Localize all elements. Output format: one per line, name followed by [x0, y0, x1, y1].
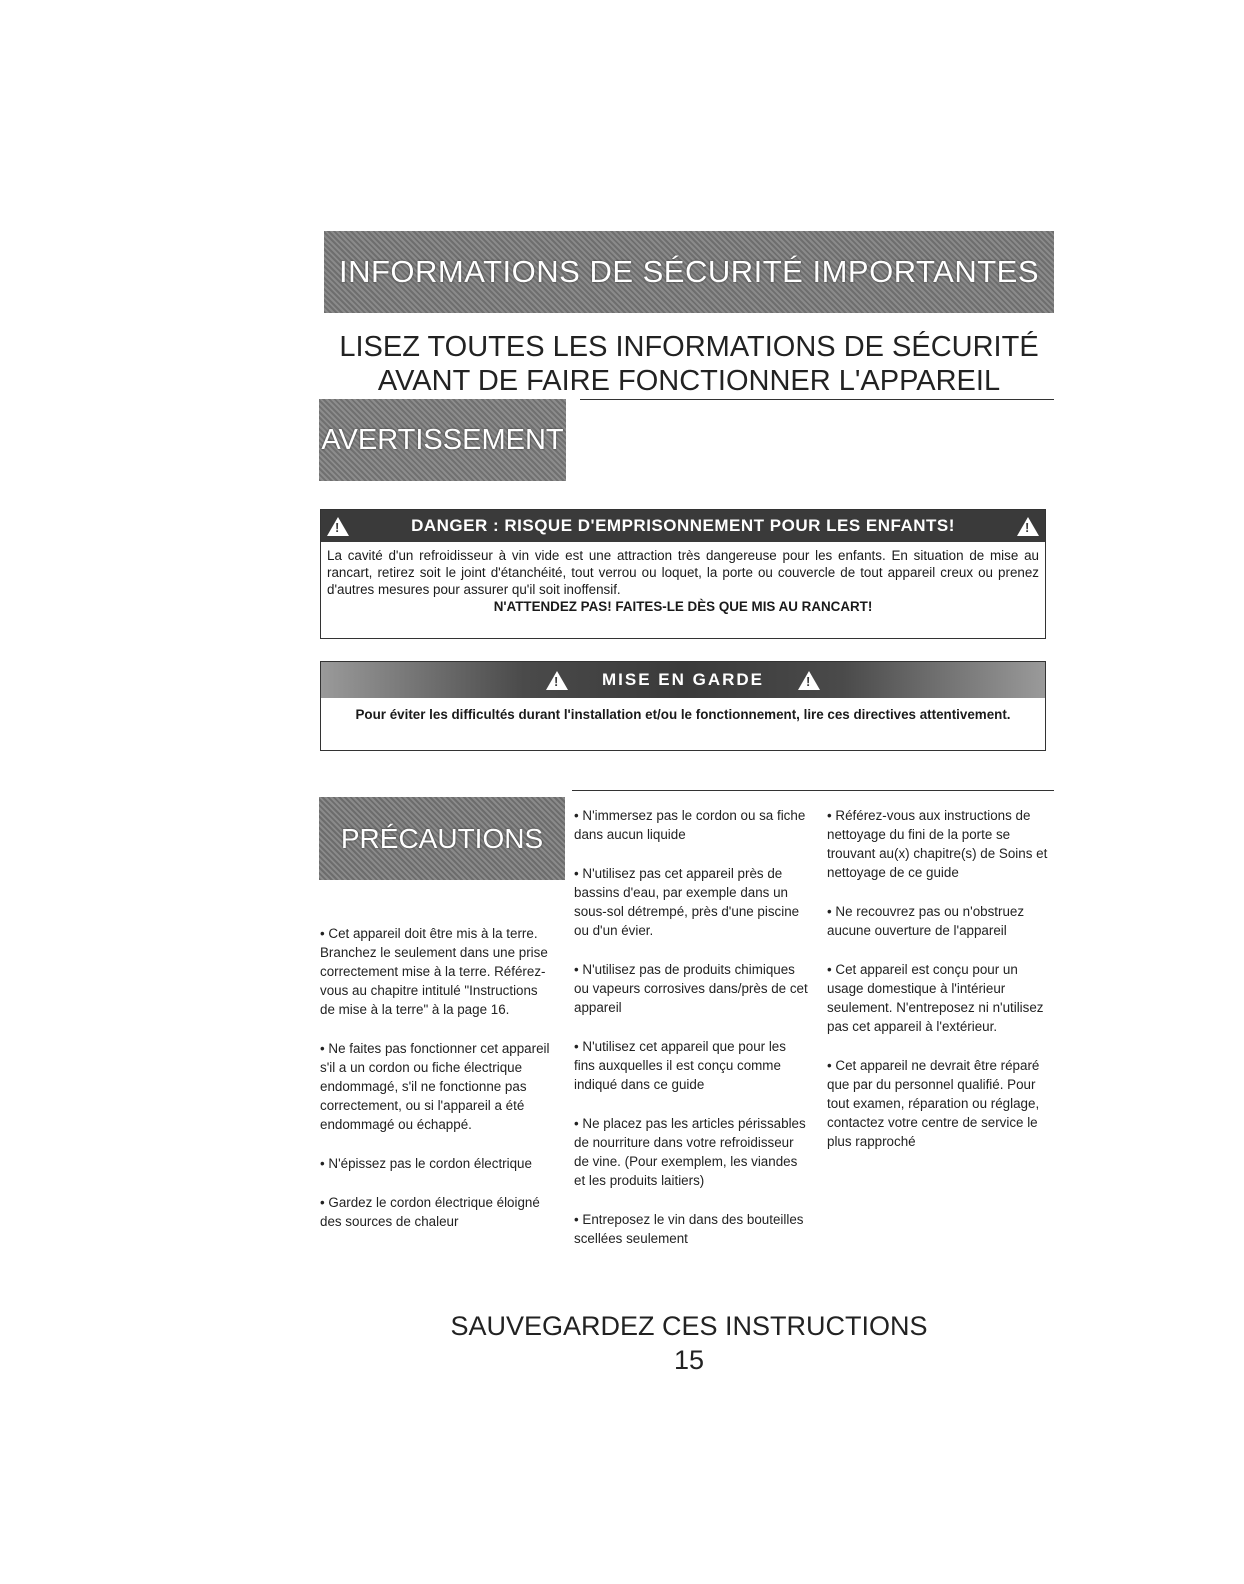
danger-text: La cavité d'un refroidisseur à vin vide est une attraction très dangereuse pour les enfants. En situation de mise au rancart, retirez soit le joint d'étanchéité, tout verrou ou loquet, la porte ou couvercle de tout appareil creux ou prenez d'autres mesures pour assurer qu'il soit inoffensif.: [327, 548, 1039, 597]
list-item: • Ne placez pas les articles périssables de nourriture dans votre refroidisseur de vine. (Pour exemplem, les viandes et les produits laitiers): [574, 1116, 806, 1188]
main-title: INFORMATIONS DE SÉCURITÉ IMPORTANTES: [338, 254, 1040, 289]
precautions-column-1: [320, 924, 556, 1251]
precautions-banner: [319, 797, 565, 880]
list-item: • Cet appareil est conçu pour un usage domestique à l'intérieur seulement. N'entreposez ni n'utilisez pas cet appareil à l'extérieur.: [827, 962, 1044, 1034]
warning-triangle-icon: [546, 671, 568, 690]
list-item: • N'utilisez cet appareil que pour les fins auxquelles il est conçu comme indiqué dans ce guide: [574, 1039, 786, 1092]
list-item: • Gardez le cordon électrique éloigné des sources de chaleur: [320, 1195, 540, 1229]
caution-body: Pour éviter les difficultés durant l'installation et/ou le fonctionnement, lire ces directives attentivement.: [355, 707, 1011, 722]
caution-box: [320, 661, 1046, 751]
list-item: • N'épissez pas le cordon électrique: [320, 1156, 532, 1171]
danger-title: DANGER : RISQUE D'EMPRISONNEMENT POUR LES ENFANTS!: [411, 516, 955, 535]
list-item: • N'immersez pas le cordon ou sa fiche dans aucun liquide: [574, 808, 806, 842]
caution-title: MISE EN GARDE: [601, 670, 765, 689]
precautions-column-2: [574, 806, 810, 1268]
list-item: • Ne recouvrez pas ou n'obstruez aucune ouverture de l'appareil: [827, 904, 1025, 938]
warning-banner: [319, 399, 566, 481]
list-item: • Cet appareil doit être mis à la terre. Branchez le seulement dans une prise correctement mise à la terre. Référez-vous au chapitre intitulé "Instructions de mise à la terre" à la page 16.: [320, 926, 548, 1017]
subtitle-line2: AVANT DE FAIRE FONCTIONNER L'APPAREIL: [377, 365, 1001, 397]
list-item: • Entreposez le vin dans des bouteilles scellées seulement: [574, 1212, 804, 1246]
precautions-divider: [572, 790, 1054, 791]
danger-header: [321, 510, 1045, 542]
precautions-column-3: [827, 806, 1057, 1171]
warning-triangle-icon: [1017, 517, 1039, 536]
list-item: • Référez-vous aux instructions de nettoyage du fini de la porte se trouvant au(x) chapitre(s) de Soins et nettoyage de ce guide: [827, 808, 1048, 880]
subtitle: [324, 330, 1054, 398]
page-number: 15: [673, 1345, 705, 1375]
main-title-banner: [324, 231, 1054, 313]
subtitle-line1: LISEZ TOUTES LES INFORMATIONS DE SÉCURITÉ: [339, 331, 1039, 363]
danger-emphasis: N'ATTENDEZ PAS! FAITES-LE DÈS QUE MIS AU RANCART!: [493, 599, 873, 614]
warning-triangle-icon: [798, 671, 820, 690]
danger-box: [320, 509, 1046, 639]
list-item: • N'utilisez pas cet appareil près de bassins d'eau, par exemple dans un sous-sol détrempé, près d'une piscine ou d'un évier.: [574, 866, 800, 938]
danger-body: [321, 542, 1045, 615]
caution-header: [321, 662, 1045, 698]
precautions-title: PRÉCAUTIONS: [340, 822, 544, 854]
list-item: • Cet appareil ne devrait être réparé que par du personnel qualifié. Pour tout examen, réparation ou réglage, contactez votre centre de service le plus rapproché: [827, 1058, 1040, 1149]
warning-title: AVERTISSEMENT: [321, 423, 564, 456]
subtitle-divider: [580, 399, 1054, 400]
warning-triangle-icon: [327, 517, 349, 536]
list-item: • N'utilisez pas de produits chimiques ou vapeurs corrosives dans/près de cet appareil: [574, 962, 808, 1015]
footer: [324, 1309, 1054, 1377]
list-item: • Ne faites pas fonctionner cet appareil s'il a un cordon ou fiche électrique endommagé, s'il ne fonctionne pas correctement, ou si l'appareil a été endommagé ou échappé.: [320, 1041, 550, 1132]
save-instructions: SAUVEGARDEZ CES INSTRUCTIONS: [450, 1311, 928, 1341]
